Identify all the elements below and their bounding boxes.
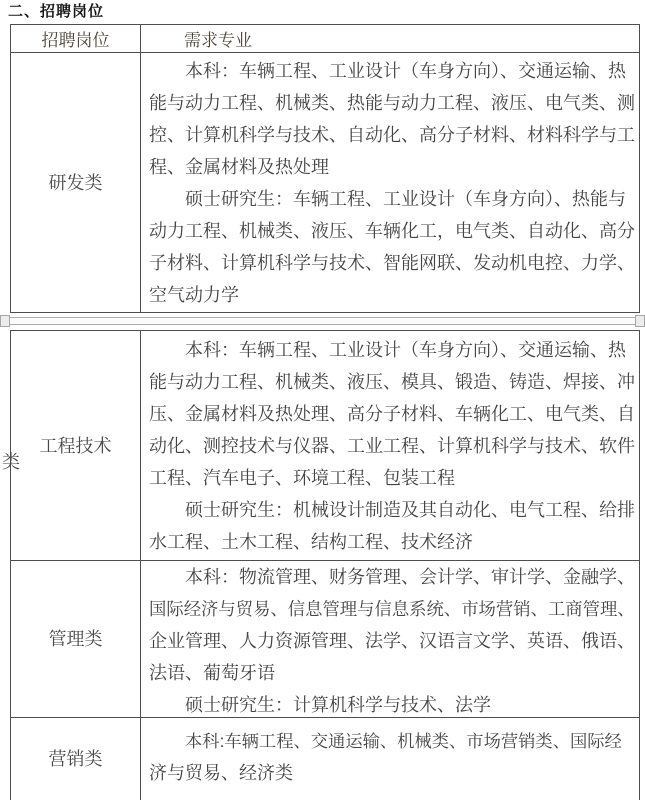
row-majors-cell: [140, 561, 639, 717]
row-label: 研发类: [48, 172, 103, 193]
row-majors-cell: [140, 718, 639, 800]
spec-line: 程、金属材料及热处理: [149, 157, 329, 177]
spec-line: 硕士研究生：计算机科学与技术、法学: [185, 695, 491, 715]
row-label-cell: [11, 561, 140, 717]
recruitment-table-part-1: [10, 24, 640, 313]
row-label: 管理类: [48, 629, 103, 649]
spec-line: 企业管理、人力资源管理、法学、汉语言文学、英语、俄语、: [149, 631, 635, 651]
table-body-part-1: [11, 53, 639, 312]
spec-line: 控、计算机科学与技术、自动化、高分子材料、材料科学与工: [149, 125, 635, 145]
spec-line: 国际经济与贸易、信息管理与信息系统、市场营销、工商管理、: [149, 599, 635, 619]
spec-line: 本科：车辆工程、工业设计（车身方向）、交通运输、热: [185, 340, 626, 360]
table-row: [11, 561, 639, 718]
spec-line: 能与动力工程、机械类、热能与动力工程、液压、电气类、测: [149, 93, 635, 113]
spec-line: 本科：物流管理、财务管理、会计学、审计学、金融学、: [185, 567, 635, 587]
spec-line: 法语、葡萄牙语: [149, 663, 275, 683]
recruitment-table-part-2: [2, 330, 640, 800]
spec-line: 济与贸易、经济类: [149, 763, 293, 783]
row-majors-cell: [140, 331, 639, 560]
spec-line: 水工程、土木工程、结构工程、技术经济: [149, 532, 473, 552]
row-label-cell: [11, 53, 140, 312]
page-break-tab-right: [635, 315, 645, 327]
header-cell-position: 招聘岗位: [41, 31, 110, 50]
document-title: 二、招聘岗位: [8, 3, 105, 20]
table-body-part-2: [2, 331, 639, 800]
spec-line: 工程、汽车电子、环境工程、包装工程: [149, 468, 455, 488]
table-row: [11, 53, 639, 312]
spec-line: 压、金属材料及热处理、高分子材料、车辆化工、电气类、自: [149, 404, 635, 424]
header-cell-majors: 需求专业: [140, 25, 639, 52]
page-break-seam: [0, 317, 645, 325]
spec-line: 本科：车辆工程、工业设计（车身方向）、交通运输、热: [185, 61, 626, 81]
row-label: 工程技术: [39, 435, 112, 456]
row-majors-cell: [140, 53, 639, 312]
spec-line: 子材料、计算机科学与技术、智能网联、发动机电控、力学、: [149, 253, 635, 273]
spec-line: 硕士研究生：车辆工程、工业设计（车身方向）、热能与: [185, 189, 626, 209]
table-row: [11, 718, 639, 800]
table-header-row: [11, 25, 639, 53]
row-label-overflow: 类: [2, 451, 20, 472]
spec-line: 能与动力工程、机械类、液压、模具、锻造、铸造、焊接、冲: [149, 372, 635, 392]
page-break-tab-left: [0, 315, 10, 327]
spec-line: 空气动力学: [149, 285, 239, 305]
spec-line: 本科:车辆工程、交通运输、机械类、市场营销类、国际经: [185, 731, 622, 751]
spec-line: 硕士研究生：机械设计制造及其自动化、电气工程、给排: [185, 500, 635, 520]
row-label-cell: [11, 718, 140, 800]
spec-line: 动力工程、机械类、液压、车辆化工，电气类、自动化、高分: [149, 221, 635, 241]
table-row: [2, 331, 639, 561]
row-label-cell: [2, 331, 140, 560]
spec-line: 动化、测控技术与仪器、工业工程、计算机科学与技术、软件: [149, 436, 635, 456]
row-label: 营销类: [48, 749, 103, 769]
